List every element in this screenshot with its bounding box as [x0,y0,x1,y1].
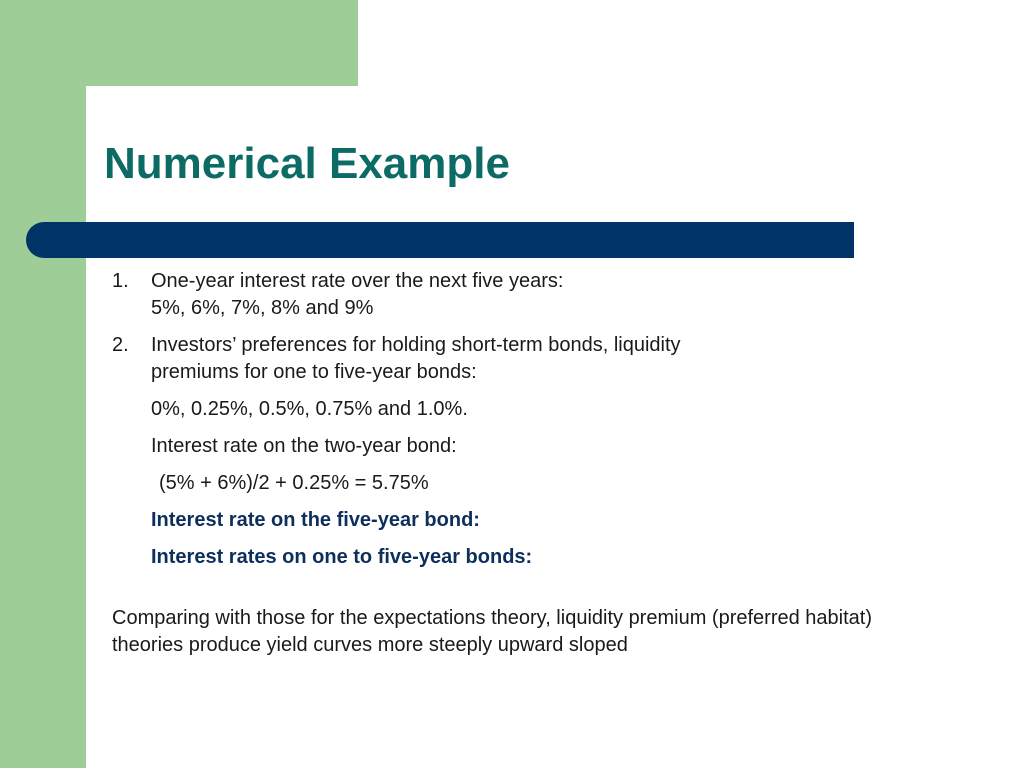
list-item-2 [112,332,932,386]
title-divider-bar [26,222,854,258]
list-item-text: Investors’ preferences for holding short-term bonds, liquidity [151,334,681,356]
slide-body [112,268,932,659]
premiums-line: 0%, 0.25%, 0.5%, 0.75% and 1.0%. [151,398,468,420]
list-item-1 [112,268,932,322]
slide-title: Numerical Example [104,139,510,188]
list-number: 1. [112,270,129,292]
list-item-text: One-year interest rate over the next five years: [151,270,564,292]
green-top-band [0,0,358,86]
list-item-text: premiums for one to five-year bonds: [151,361,477,383]
two-year-label: Interest rate on the two-year bond: [151,435,457,457]
list-item-text: 5%, 6%, 7%, 8% and 9% [151,297,374,319]
conclusion-text: Comparing with those for the expectations theory, liquidity premium (preferred habitat) theories produce yield curves more steeply upward sloped [112,607,872,656]
two-year-calc: (5% + 6%)/2 + 0.25% = 5.75% [159,472,429,494]
five-year-label: Interest rate on the five-year bond: [151,509,480,531]
list-number: 2. [112,334,129,356]
one-to-five-label: Interest rates on one to five-year bonds: [151,546,533,568]
green-left-band [0,0,86,768]
